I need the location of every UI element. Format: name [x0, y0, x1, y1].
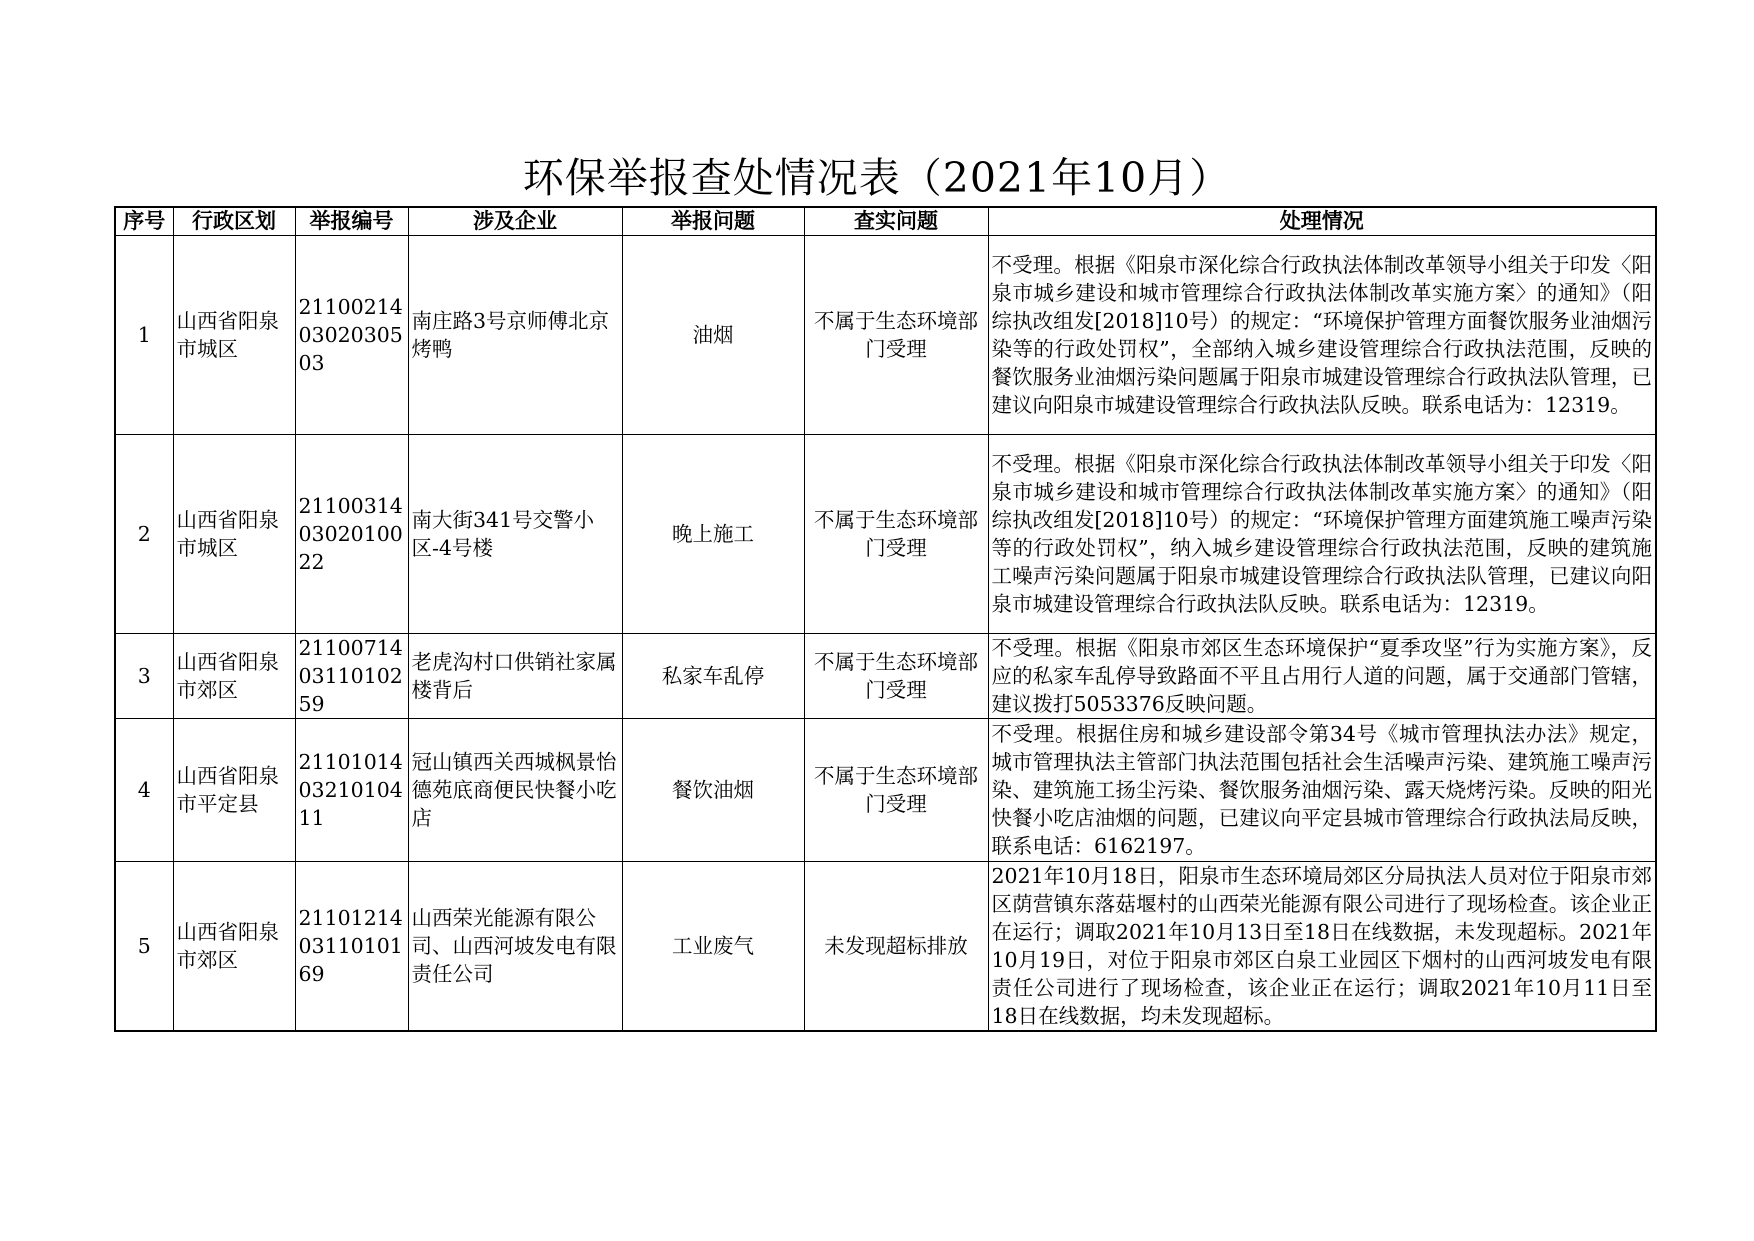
cell-code: 211012140311010169 — [295, 862, 408, 1032]
cell-issue: 油烟 — [622, 236, 804, 435]
table-row — [115, 236, 1656, 435]
cell-issue: 晚上施工 — [622, 435, 804, 634]
cell-region: 山西省阳泉市平定县 — [173, 719, 295, 862]
page-title: 环保举报查处情况表（2021年10月） — [522, 154, 1232, 202]
cell-code: 211010140321010411 — [295, 719, 408, 862]
cell-company: 南庄路3号京师傅北京烤鸭 — [408, 236, 622, 435]
cell-region: 山西省阳泉市城区 — [173, 236, 295, 435]
cell-region: 山西省阳泉市城区 — [173, 435, 295, 634]
header-no: 序号 — [115, 207, 173, 236]
cell-company: 老虎沟村口供销社家属楼背后 — [408, 634, 622, 719]
cell-no: 5 — [115, 862, 173, 1032]
header-region: 行政区划 — [173, 207, 295, 236]
cell-handling: 不受理。根据《阳泉市郊区生态环境保护“夏季攻坚”行为实施方案》，反应的私家车乱停导致路面不平且占用行人道的问题，属于交通部门管辖，建议拨打5053376反映问题。 — [988, 634, 1656, 719]
cell-region: 山西省阳泉市郊区 — [173, 634, 295, 719]
cell-issue: 餐饮油烟 — [622, 719, 804, 862]
cell-issue: 工业废气 — [622, 862, 804, 1032]
cell-no: 1 — [115, 236, 173, 435]
cell-company: 山西荣光能源有限公司、山西河坡发电有限责任公司 — [408, 862, 622, 1032]
table-row — [115, 862, 1656, 1032]
cell-no: 4 — [115, 719, 173, 862]
cell-finding: 未发现超标排放 — [804, 862, 988, 1032]
cell-finding: 不属于生态环境部门受理 — [804, 435, 988, 634]
header-row — [115, 207, 1656, 236]
header-company: 涉及企业 — [408, 207, 622, 236]
header-finding: 查实问题 — [804, 207, 988, 236]
cell-issue: 私家车乱停 — [622, 634, 804, 719]
cell-no: 3 — [115, 634, 173, 719]
cell-code: 211003140302010022 — [295, 435, 408, 634]
table-row — [115, 435, 1656, 634]
cell-finding: 不属于生态环境部门受理 — [804, 719, 988, 862]
header-code: 举报编号 — [295, 207, 408, 236]
header-issue: 举报问题 — [622, 207, 804, 236]
cell-finding: 不属于生态环境部门受理 — [804, 236, 988, 435]
table-row — [115, 719, 1656, 862]
cell-handling: 2021年10月18日，阳泉市生态环境局郊区分局执法人员对位于阳泉市郊区荫营镇东落菇堰村的山西荣光能源有限公司进行了现场检查。该企业正在运行；调取2021年10月13日至18日在线数据，未发现超标。2021年10月19日，对位于阳泉市郊区白泉工业园区下烟村的山西河坡发电有限责任公司进行了现场检查，该企业正在运行；调取2021年10月11日至18日在线数据，均未发现超标。 — [988, 862, 1656, 1032]
cell-region: 山西省阳泉市郊区 — [173, 862, 295, 1032]
header-handling: 处理情况 — [988, 207, 1656, 236]
cell-code: 211007140311010259 — [295, 634, 408, 719]
cell-company: 冠山镇西关西城枫景怡德苑底商便民快餐小吃店 — [408, 719, 622, 862]
cell-handling: 不受理。根据住房和城乡建设部令第34号《城市管理执法办法》规定，城市管理执法主管部门执法范围包括社会生活噪声污染、建筑施工噪声污染、建筑施工扬尘污染、餐饮服务油烟污染、露天烧烤污染。反映的阳光快餐小吃店油烟的问题，已建议向平定县城市管理综合行政执法局反映，联系电话：6162197。 — [988, 719, 1656, 862]
report-table — [114, 206, 1657, 1032]
cell-no: 2 — [115, 435, 173, 634]
cell-handling: 不受理。根据《阳泉市深化综合行政执法体制改革领导小组关于印发〈阳泉市城乡建设和城市管理综合行政执法体制改革实施方案〉的通知》（阳综执改组发[2018]10号）的规定：“环境保护管理方面建筑施工噪声污染等的行政处罚权”，纳入城乡建设管理综合行政执法范围，反映的建筑施工噪声污染问题属于阳泉市城建设管理综合行政执法队管理，已建议向阳泉市城建设管理综合行政执法队反映。联系电话为：12319。 — [988, 435, 1656, 634]
cell-company: 南大街341号交警小区-4号楼 — [408, 435, 622, 634]
cell-code: 211002140302030503 — [295, 236, 408, 435]
table-row — [115, 634, 1656, 719]
cell-finding: 不属于生态环境部门受理 — [804, 634, 988, 719]
cell-handling: 不受理。根据《阳泉市深化综合行政执法体制改革领导小组关于印发〈阳泉市城乡建设和城市管理综合行政执法体制改革实施方案〉的通知》（阳综执改组发[2018]10号）的规定：“环境保护管理方面餐饮服务业油烟污染等的行政处罚权”，全部纳入城乡建设管理综合行政执法范围，反映的餐饮服务业油烟污染问题属于阳泉市城建设管理综合行政执法队管理，已建议向阳泉市城建设管理综合行政执法队反映。联系电话为：12319。 — [988, 236, 1656, 435]
